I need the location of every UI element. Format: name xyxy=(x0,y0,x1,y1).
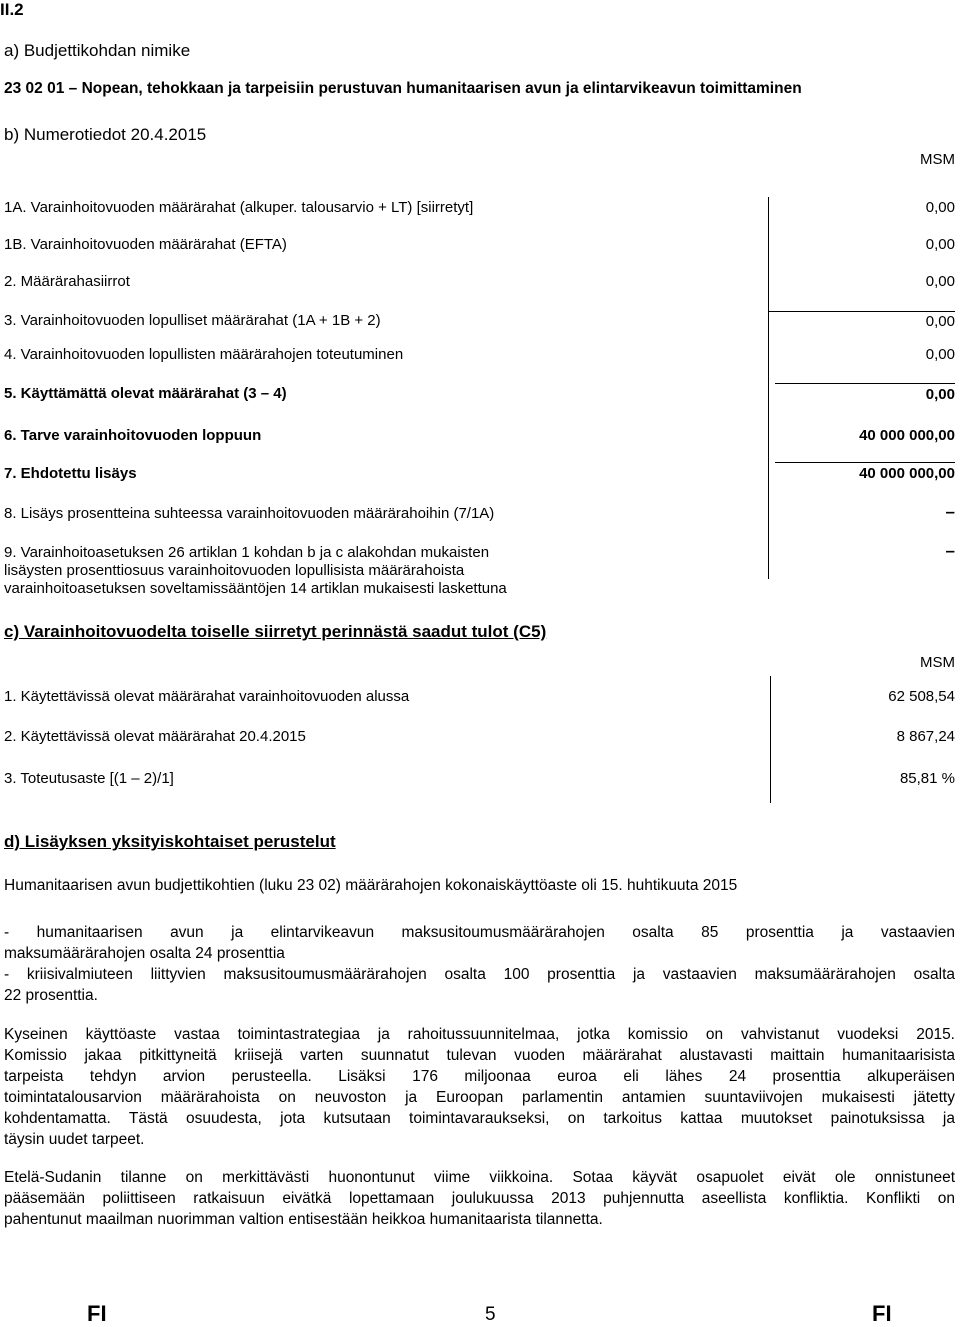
table-row-value: 0,00 xyxy=(925,346,955,363)
table-row-label: 3. Toteutusaste [(1 – 2)/1] xyxy=(4,770,174,787)
table-row-label: 3. Varainhoitovuoden lopulliset määrärahat (1A + 1B + 2) xyxy=(4,312,381,329)
table-row-label: 1. Käytettävissä olevat määrärahat varainhoitovuoden alussa xyxy=(4,688,410,705)
section-b-heading: b) Numerotiedot 20.4.2015 xyxy=(4,125,207,144)
sum-rule-3 xyxy=(768,311,955,312)
table-row-value: – xyxy=(945,541,955,560)
table-row-label: 9. Varainhoitoasetuksen 26 artiklan 1 kohdan b ja c alakohdan mukaisten lisäysten prosenttiosuus varainhoitovuoden lopullisista määrärahoista varainhoitoasetuksen soveltamissääntöjen 14 artiklan mukaisesti laskettuna xyxy=(4,544,507,597)
table-row-value: 40 000 000,00 xyxy=(859,427,955,444)
table-row-value: 40 000 000,00 xyxy=(859,465,955,482)
table-c-divider xyxy=(770,676,771,803)
table-row-value: – xyxy=(945,502,955,521)
table-row-value: 0,00 xyxy=(925,273,955,290)
table-row-label: 2. Käytettävissä olevat määrärahat 20.4.2015 xyxy=(4,728,306,745)
table-row-label: 8. Lisäys prosentteina suhteessa varainhoitovuoden määrärahoihin (7/1A) xyxy=(4,505,495,522)
section-a-heading: a) Budjettikohdan nimike xyxy=(4,41,191,60)
table-row-value: 8 867,24 xyxy=(896,728,955,745)
sum-rule-7 xyxy=(775,462,955,463)
table-row-label: 4. Varainhoitovuoden lopullisten määrärahojen toteutuminen xyxy=(4,346,404,363)
paragraph-strategy: Kyseinen käyttöaste vastaa toimintastrategiaa ja rahoitussuunnitelmaa, jotka komissio on vahvistanut vuodeksi 2015. Komissio jakaa pitkittyneitä kriisejä varten suunnatut tulevan vuoden määrärahat alustavasti maittain humanitaarisista tarpeista tehdyn arvion perusteella. Lisäksi 176 miljoonaa euroa eli lähes 24 prosenttia alkuperäisen toimintatalousarvion määrärahoista on neuvoston ja Euroopan parlamentin antamien suuntaviivojen mukaisesti jätetty kohdentamatta. Tästä osuudesta, jota kutsutaan toimintavaraukseksi, on tarkoitus kattaa muutokset painotuksissa ja täysin uudet tarpeet. xyxy=(4,1026,955,1148)
table-row-label: 1B. Varainhoitovuoden määrärahat (EFTA) xyxy=(4,236,287,253)
table-row-label: 5. Käyttämättä olevat määrärahat (3 – 4) xyxy=(4,385,287,402)
paragraph-south-sudan: Etelä-Sudanin tilanne on merkittävästi huonontunut viime viikkoina. Sotaa käyvät osapuolet eivät ole onnistuneet pääsemään poliittiseen ratkaisuun eivätkä lopettamaan joulukuussa 2013 puhjennutta aseellista konfliktia. Konflikti on pahentunut maailman nuorimman valtion entisestään heikkoa humanitaarista tilannetta. xyxy=(4,1169,955,1228)
table-row-label: 1A. Varainhoitovuoden määrärahat (alkuper. talousarvio + LT) [siirretyt] xyxy=(4,199,474,216)
section-number: II.2 xyxy=(0,0,24,19)
table-row-value: 0,00 xyxy=(925,386,955,403)
table-row-value: 85,81 % xyxy=(899,770,955,787)
table-row-label: 7. Ehdotettu lisäys xyxy=(4,465,137,482)
table-row-value: 0,00 xyxy=(925,236,955,253)
sum-rule-5 xyxy=(775,383,955,384)
table-row-value: 62 508,54 xyxy=(888,688,955,705)
unit-label-c: MSM xyxy=(920,654,955,671)
table-b-divider xyxy=(768,197,769,579)
table-row-label: 6. Tarve varainhoitovuoden loppuun xyxy=(4,427,262,444)
paragraph-usage-rate: Humanitaarisen avun budjettikohtien (luku 23 02) määrärahojen kokonaiskäyttöaste oli 15. huhtikuuta 2015 xyxy=(4,877,738,894)
table-row-value: 0,00 xyxy=(925,199,955,216)
footer-language-left: FI xyxy=(87,1301,107,1326)
footer-language-right: FI xyxy=(872,1301,892,1326)
paragraph-usage-details: - humanitaarisen avun ja elintarvikeavun maksusitoumusmäärärahojen osalta 85 prosenttia ja vastaavien maksumäärärahojen osalta 24 prosenttia - kriisivalmiuteen liittyvien maksusitoumusmäärärahojen osalta 100 prosenttia ja vastaavien maksumäärärahojen osalta 22 prosenttia. xyxy=(4,924,955,1004)
budget-line-title: 23 02 01 – Nopean, tehokkaan ja tarpeisiin perustuvan humanitaarisen avun ja elintarvikeavun toimittaminen xyxy=(4,80,802,97)
page-number: 5 xyxy=(485,1304,496,1325)
unit-label-b: MSM xyxy=(920,151,955,168)
table-row-value: 0,00 xyxy=(925,313,955,330)
section-c-heading: c) Varainhoitovuodelta toiselle siirretyt perinnästä saadut tulot (C5) xyxy=(4,622,547,641)
table-row-label: 2. Määrärahasiirrot xyxy=(4,273,130,290)
section-d-heading: d) Lisäyksen yksityiskohtaiset perustelut xyxy=(4,832,336,851)
